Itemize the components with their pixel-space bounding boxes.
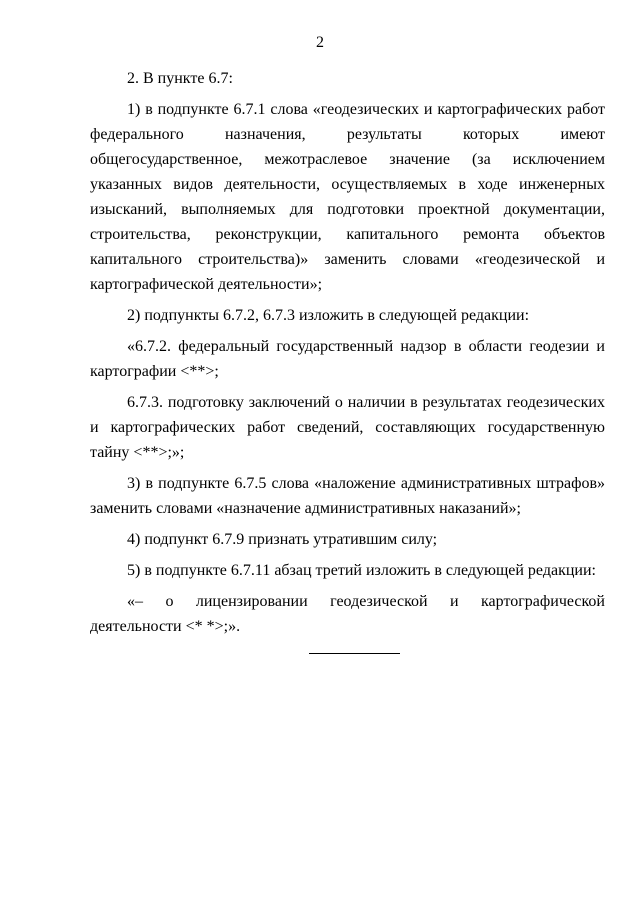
paragraph-subitem-3: 3) в подпункте 6.7.5 слова «наложение административных штрафов» заменить словами «назначение административных наказаний»; [90,475,605,517]
paragraph-subitem-2: 2) подпункты 6.7.2, 6.7.3 изложить в следующей редакции: [127,307,530,324]
paragraph-item-2: 2. В пункте 6.7: [127,70,233,87]
paragraph-licensing-line2: деятельности <* *>;». [90,618,241,635]
paragraph-subitem-1: 1) в подпункте 6.7.1 слова «геодезических и картографических работ федерального назначения, результаты которых имеют общегосударственное, межотраслевое значение (за исключением указанных видов деятельности, осуществляемых в ходе инженерных изысканий, выполняемых для подготовки проектной документации, строительства, реконструкции, капитального ремонта объектов капитального строительства)» заменить словами «геодезической и картографической деятельности»; [90,101,605,293]
closing-rule [309,653,400,654]
paragraph-6-7-2: «6.7.2. федеральный государственный надзор в области геодезии и картографии <**>; [90,338,605,380]
paragraph-subitem-4: 4) подпункт 6.7.9 признать утратившим силу; [127,531,438,548]
paragraph-licensing-line1: «– о лицензировании геодезической и картографической [127,593,605,610]
page-number: 2 [316,34,324,51]
document-body [90,66,605,645]
paragraph-subitem-5: 5) в подпункте 6.7.11 абзац третий изложить в следующей редакции: [127,562,596,579]
paragraph-6-7-3: 6.7.3. подготовку заключений о наличии в результатах геодезических и картографических работ сведений, составляющих государственную тайну <**>;»; [90,394,605,461]
